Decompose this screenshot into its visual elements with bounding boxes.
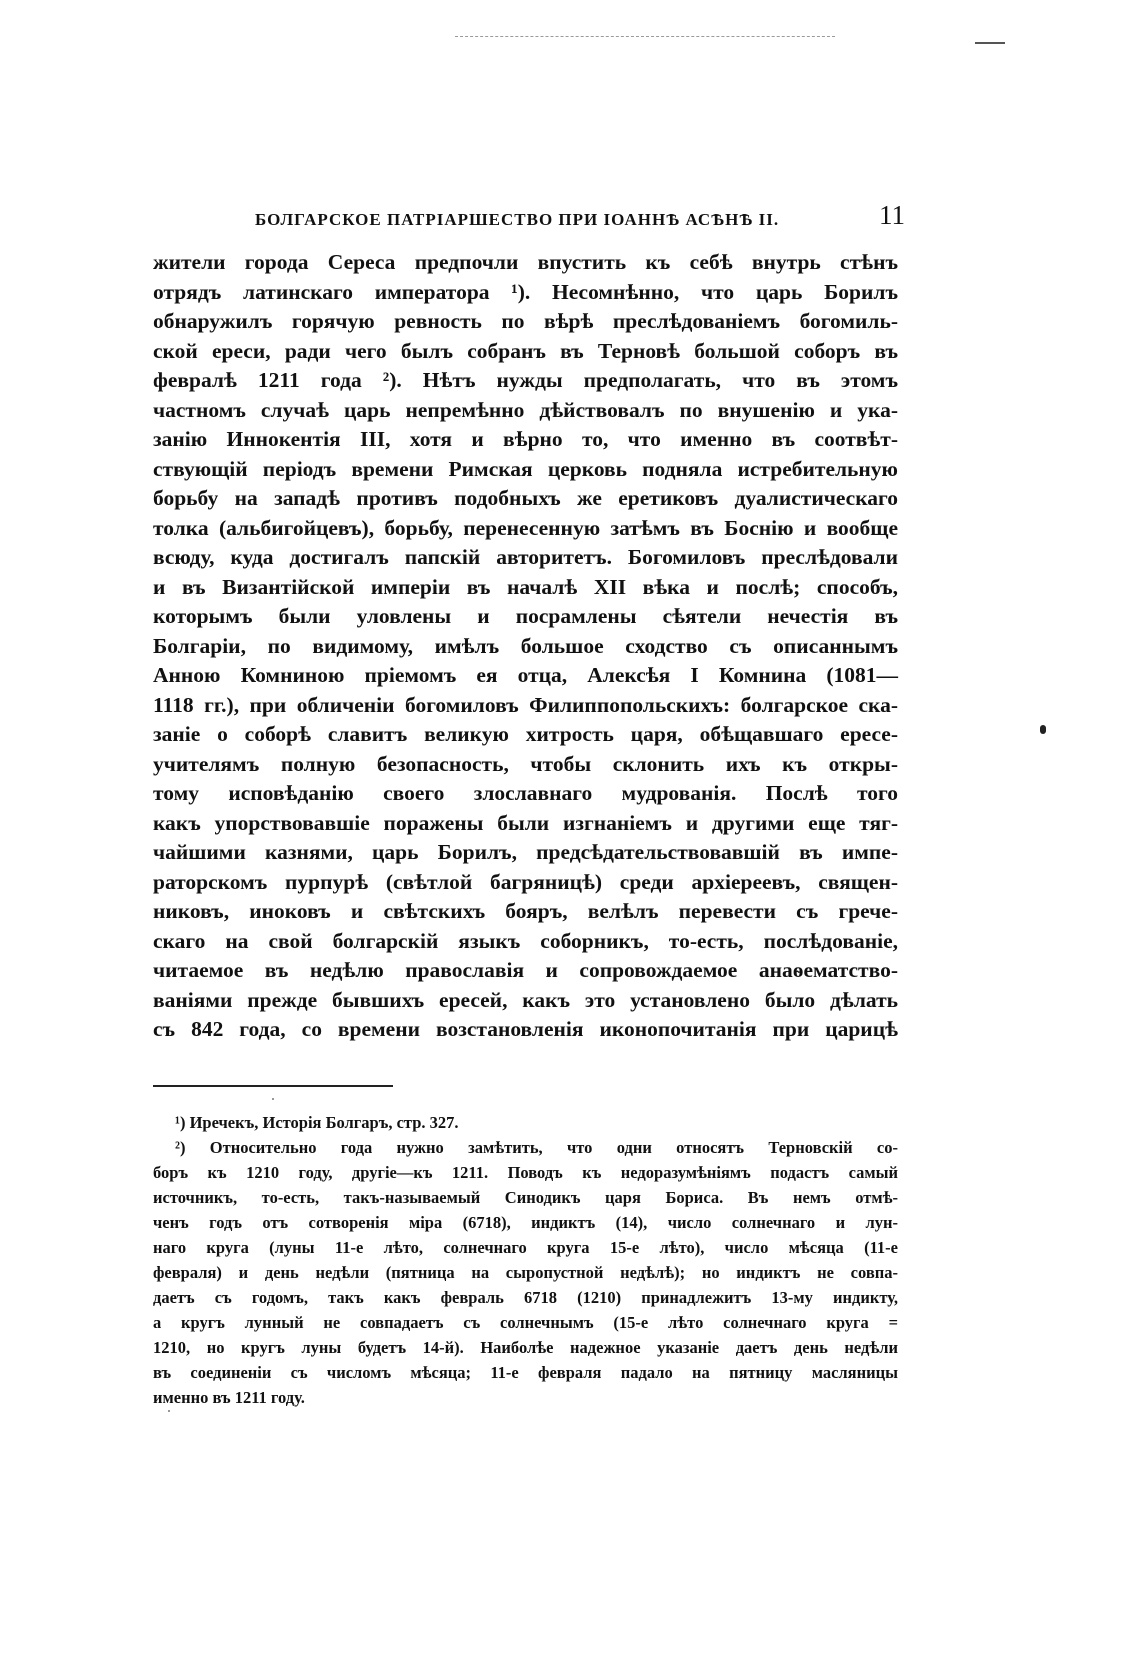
top-scan-mark: [975, 42, 1005, 44]
footnote-2-line: именно въ 1211 году.: [153, 1388, 305, 1407]
running-title: БОЛГАРСКОЕ ПАТРІАРШЕСТВО ПРИ ІОАННѢ АСѢНѢ II.: [255, 210, 780, 229]
footnote-2-line: ²) Относительно года нужно замѣтить, что одни относятъ Терновскій со-: [175, 1138, 898, 1157]
footnote-2-line: въ соединеніи съ числомъ мѣсяца; 11-е февраля падало на пятницу масляницы: [153, 1363, 898, 1382]
footnote-rule: [153, 1085, 393, 1087]
body-text: [153, 248, 898, 1045]
body-line: тому исповѣданію своего злославнаго мудрованія. Послѣ того: [153, 781, 898, 805]
body-line: никовъ, иноковъ и свѣтскихъ бояръ, велѣлъ перевести съ грече-: [153, 899, 898, 923]
body-line: всюду, куда достигалъ папскій авторитетъ. Богомиловъ преслѣдовали: [153, 545, 898, 569]
body-line: толка (альбигойцевъ), борьбу, перенесенную затѣмъ въ Боснію и вообще: [153, 515, 898, 540]
body-line: жители города Сереса предпочли впустить къ себѣ внутрь стѣнъ: [153, 250, 898, 274]
footnote-2-line: ченъ годъ отъ сотворенія міра (6718), индиктъ (14), число солнечнаго и лун-: [153, 1213, 898, 1232]
footnote-2-line: даетъ съ годомъ, такъ какъ февраль 6718 (1210) принадлежитъ 13-му индикту,: [153, 1288, 898, 1307]
footnote-2-line: февраля) и день недѣли (пятница на сыропустной недѣлѣ); но индиктъ не совпа-: [153, 1263, 898, 1282]
body-line: Болгаріи, по видимому, имѣлъ большое сходство съ описаннымъ: [153, 633, 898, 658]
page-number: 11: [879, 200, 905, 230]
running-head: [255, 200, 905, 240]
footnote-1: ¹) Иречекъ, Исторія Болгаръ, стр. 327.: [175, 1113, 459, 1132]
body-line: борьбу на западѣ противъ подобныхъ же еретиковъ дуалистическаго: [153, 486, 898, 510]
body-line: 1118 гг.), при обличеніи богомиловъ Филиппопольскихъ: болгарское ска-: [153, 692, 898, 717]
body-line: февралѣ 1211 года ²). Нѣтъ нужды предполагать, что въ этомъ: [153, 368, 898, 392]
scan-speck: [272, 1098, 274, 1100]
body-line: обнаружилъ горячую ревность по вѣрѣ преслѣдованіемъ богомиль-: [153, 309, 898, 333]
top-scan-rule: [455, 36, 835, 37]
footnote-2-line: боръ къ 1210 году, другіе—къ 1211. Поводъ къ недоразумѣніямъ подастъ самый: [153, 1163, 898, 1182]
body-line: отрядъ латинскаго императора ¹). Несомнѣнно, что царь Борилъ: [153, 279, 898, 304]
body-line: заніе о соборѣ славитъ великую хитрость царя, обѣщавшаго ересе-: [153, 722, 898, 746]
body-line: ствующій періодъ времени Римская церковь подняла истребительную: [153, 456, 898, 481]
body-line: учителямъ полную безопасность, чтобы склонить ихъ къ откры-: [153, 751, 898, 776]
footnote-2-line: наго круга (луны 11-е лѣто, солнечнаго круга 15-е лѣто), число мѣсяца (11-е: [153, 1238, 898, 1257]
body-line: съ 842 года, со времени возстановленія иконопочитанія при царицѣ: [153, 1017, 898, 1041]
footnotes: [153, 1110, 898, 1410]
body-line: частномъ случаѣ царь непремѣнно дѣйствовалъ по внушенію и ука-: [153, 397, 898, 422]
body-line: которымъ были уловлены и посрамлены сѣятели нечестія въ: [153, 604, 898, 628]
body-line: ваніями прежде бывшихъ ересей, какъ это установлено было дѣлать: [153, 987, 898, 1012]
body-line: ской ереси, ради чего былъ собранъ въ Терновѣ большой соборъ въ: [153, 338, 898, 363]
body-line: какъ упорствовавшіе поражены были изгнаніемъ и другими еще тяг-: [153, 810, 898, 835]
footnote-2-line: 1210, но кругъ луны будетъ 14-й). Наиболѣе надежное указаніе даетъ день недѣли: [153, 1338, 898, 1357]
margin-ink-dot: [1040, 725, 1046, 734]
body-line: скаго на свой болгарскій языкъ соборникъ, то-есть, послѣдованіе,: [153, 928, 898, 953]
scan-speck: [168, 1410, 170, 1412]
body-line: и въ Византійской имперіи въ началѣ XII вѣка и послѣ; способъ,: [153, 574, 898, 599]
footnote-2-line: а кругъ лунный не совпадаетъ съ солнечнымъ (15-е лѣто солнечнаго круга =: [153, 1313, 898, 1332]
footnote-2-line: источникъ, то-есть, такъ-называемый Синодикъ царя Бориса. Въ немъ отмѣ-: [153, 1188, 898, 1207]
body-line: раторскомъ пурпурѣ (свѣтлой багряницѣ) среди архіереевъ, священ-: [153, 869, 898, 894]
body-line: занію Иннокентія III, хотя и вѣрно то, что именно въ соотвѣт-: [153, 427, 898, 451]
body-line: чайшими казнями, царь Борилъ, предсѣдательствовавшій въ импе-: [153, 840, 898, 864]
body-line: читаемое въ недѣлю православія и сопровождаемое анаѳематство-: [153, 958, 898, 982]
body-line: Анною Комниною пріемомъ ея отца, Алексѣя I Комнина (1081—: [153, 663, 898, 687]
